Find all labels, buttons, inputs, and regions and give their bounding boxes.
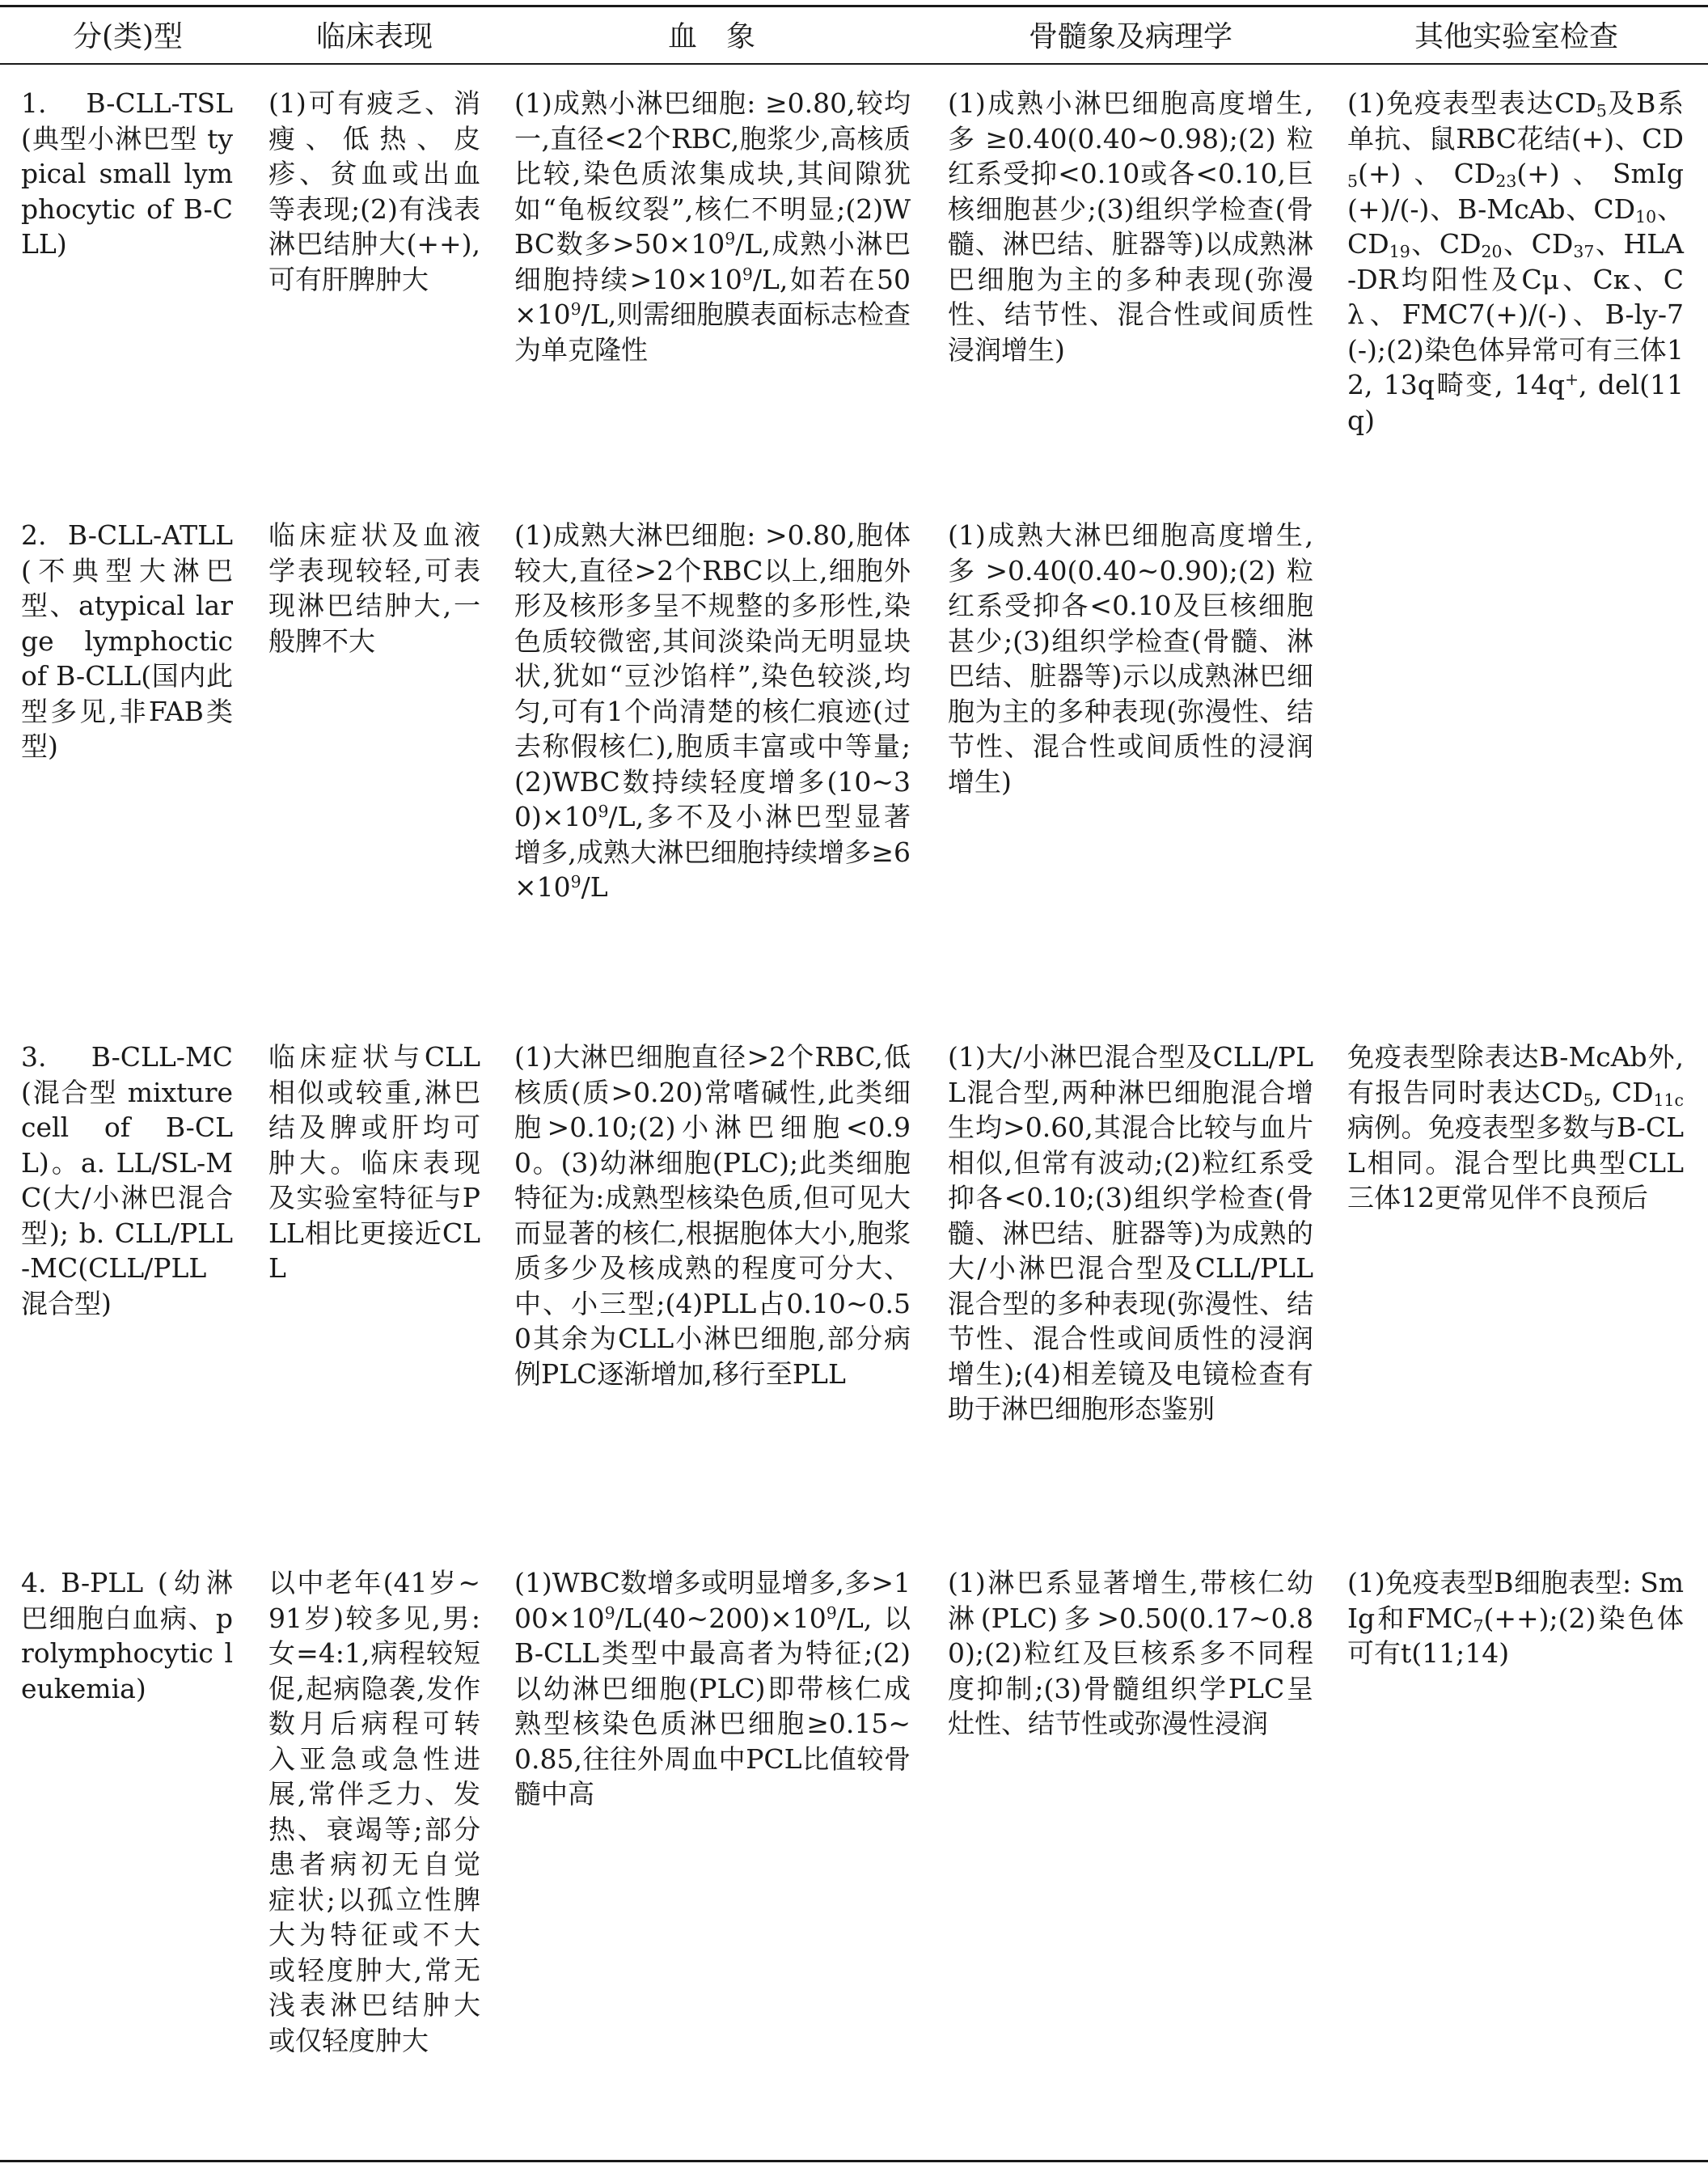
header-type: 分(类)型 (72, 20, 184, 53)
row1-blood: (1)成熟小淋巴细胞: ≥0.80,较均一,直径<2个RBC,胞浆少,高核质比较,染色质浓集成块,其间隙犹如“龟板纹裂”,核仁不明显;(2)WBC数多$>50\times 10^9/L$,成熟小淋巴细胞持续$>10\times 10^9/L$,如若在$50\times 10^9/L$,则需细胞膜表面标志检查为单克隆性 (514, 87, 911, 366)
table-top-rule (0, 5, 1708, 7)
header-rule (0, 63, 1708, 65)
row1-other: (1)免疫表型表达$CD_5$及B系单抗、鼠RBC花结(+)、$CD_5(+)$、$CD_{23}(+)$、SmIg(+)/(-)、B-McAb、$CD_{10}$、$CD_{19}$、$CD_{20}$、$CD_{37}$、HLA-DR均阳性及Cμ、Cκ、Cλ、FMC7(+)/(-)、B-ly-7(-);(2)染色体异常可有三体12, 13q畸变, 14q+, del(11q) (1347, 87, 1684, 436)
row4-type: 4. B-PLL (幼淋巴细胞白血病、prolymphocytic leukemia) (21, 1567, 233, 1704)
row1-type: 1. B-CLL-TSL (典型小淋巴型 typical small lymphocytic of B-CLL) (21, 87, 233, 260)
row4-marrow: (1)淋巴系显著增生,带核仁幼淋(PLC)多>0.50(0.17~0.80);(2)粒红及巨核系多不同程度抑制;(3)骨髓组织学PLC呈灶性、结节性或弥漫性浸润 (948, 1567, 1313, 1739)
header-clinical: 临床表现 (315, 20, 433, 53)
row3-type: 3. B-CLL-MC (混合型 mixture cell of B-CLL)。a. LL/SL-MC(大/小淋巴混合型); b. CLL/PLL-MC(CLL/PLL混合型) (21, 1041, 233, 1319)
header-marrow: 骨髓象及病理学 (1028, 20, 1232, 53)
row3-other: 免疫表型除表达B-McAb外,有报告同时表达$CD_5$, $CD_{11c}$病例。免疫表型多数与B-CLL相同。混合型比典型CLL三体12更常见伴不良预后 (1347, 1041, 1684, 1213)
row2-blood: (1)成熟大淋巴细胞: >0.80,胞体较大,直径>2个RBC以上,细胞外形及核形多呈不规整的多形性,染色质较微密,其间淡染尚无明显块状,犹如“豆沙馅样”,染色较淡,均匀,可有1个尚清楚的核仁痕迹(过去称假核仁),胞质丰富或中等量;(2)WBC数持续轻度增多$(10\sim 30)\times 10^9/L$,多不及小淋巴型显著增多,成熟大淋巴细胞持续增多$\ge 6\times 10^9/L$ (514, 519, 911, 903)
row3-marrow: (1)大/小淋巴混合型及CLL/PLL混合型,两种淋巴细胞混合增生均>0.60,其混合比较与血片相似,但常有波动;(2)粒红系受抑各<0.10;(3)组织学检查(骨髓、淋巴结、脏器等)为成熟的大/小淋巴混合型及CLL/PLL混合型的多种表现(弥漫性、结节性、混合性或间质性的浸润增生);(4)相差镜及电镜检查有助于淋巴细胞形态鉴别 (948, 1041, 1313, 1425)
row2-clinical: 临床症状及血液学表现较轻,可表现淋巴结肿大,一般脾不大 (268, 519, 480, 657)
row2-marrow: (1)成熟大淋巴细胞高度增生,多>0.40(0.40~0.90);(2)粒红系受抑各<0.10及巨核细胞甚少;(3)组织学检查(骨髓、淋巴结、脏器等)示以成熟淋巴细胞为主的多种表现(弥漫性、结节性、混合性或间质性的浸润增生) (948, 519, 1313, 798)
header-blood: 血 象 (667, 20, 755, 53)
row4-other: (1)免疫表型B细胞表型: SmIg和$FMC_7(++);(2)$染色体可有t(11;14) (1347, 1567, 1684, 1669)
row1-clinical: (1)可有疲乏、消瘦、低热、皮疹、贫血或出血等表现;(2)有浅表淋巴结肿大(++),可有肝脾肿大 (268, 87, 480, 295)
row4-blood: (1)WBC数增多或明显增多,多$>100\times 10^9/L(40\sim 200)\times 10^9/L$,以B-CLL类型中最高者为特征;(2)以幼淋巴细胞(PLC)即带核仁成熟型核染色质淋巴细胞≥0.15~0.85,往往外周血中PCL比值较骨髓中高 (514, 1567, 911, 1810)
row3-clinical: 临床症状与CLL相似或较重,淋巴结及脾或肝均可肿大。临床表现及实验室特征与PLL相比更接近CLL (268, 1041, 480, 1284)
row3-blood: (1)大淋巴细胞直径>2个RBC,低核质(质>0.20)常嗜碱性,此类细胞>0.10;(2)小淋巴细胞<0.90。(3)幼淋细胞(PLC);此类细胞特征为:成熟型核染色质,但可见大而显著的核仁,根据胞体大小,胞浆质多少及核成熟的程度可分大、中、小三型;(4)PLL占0.10~0.50其余为CLL小淋巴细胞,部分病例PLC逐渐增加,移行至PLL (514, 1041, 911, 1390)
row1-marrow: (1)成熟小淋巴细胞高度增生,多≥0.40(0.40~0.98);(2)粒红系受抑<0.10或各<0.10,巨核细胞甚少;(3)组织学检查(骨髓、淋巴结、脏器等)以成熟淋巴细胞为主的多种表现(弥漫性、结节性、混合性或间质性浸润增生) (948, 87, 1313, 366)
header-other: 其他实验室检查 (1414, 20, 1618, 53)
table-bottom-rule (0, 2160, 1708, 2162)
row2-type: 2. B-CLL-ATLL (不典型大淋巴型、atypical large lymphoctic of B-CLL(国内此型多见,非FAB类型) (21, 519, 233, 762)
row4-clinical: 以中老年(41岁~91岁)较多见,男:女=4:1,病程较短促,起病隐袭,发作数月后病程可转入亚急或急性进展,常伴乏力、发热、衰竭等;部分患者病初无自觉症状;以孤立性脾大为特征或不大或轻度肿大,常无浅表淋巴结肿大或仅轻度肿大 (268, 1567, 480, 2056)
